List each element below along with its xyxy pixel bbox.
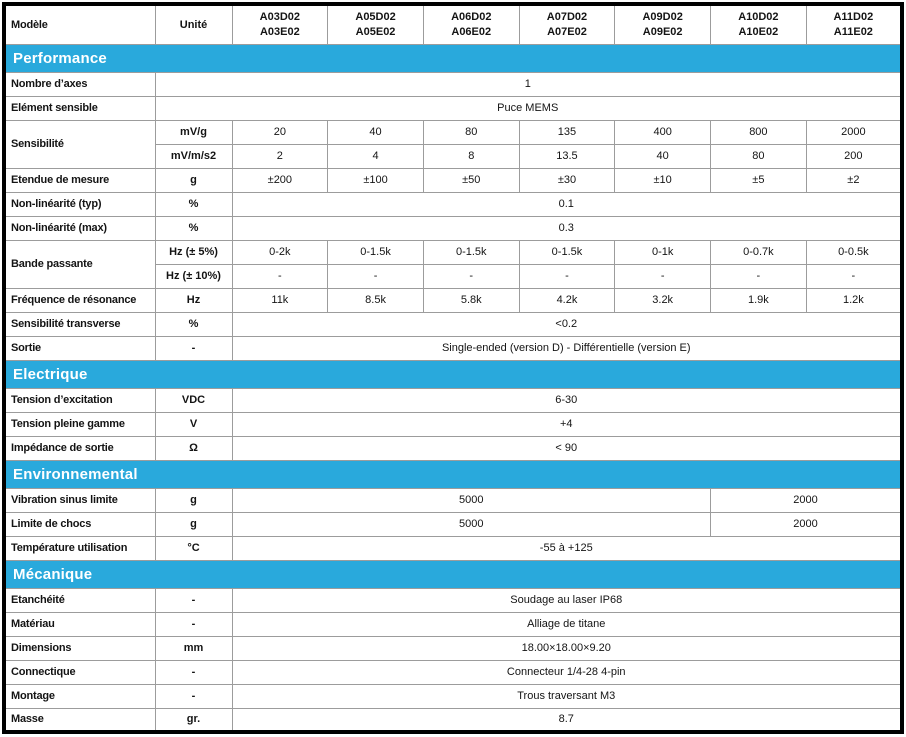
spec-value: ±30 [519, 168, 615, 192]
spec-value: 2000 [711, 488, 902, 512]
model-code-line: A06E02 [451, 25, 492, 38]
spec-row-bande-5pct [4, 240, 902, 264]
spec-unit: % [155, 312, 232, 336]
spec-value: 135 [519, 120, 615, 144]
spec-row-axes [4, 72, 902, 96]
spec-unit: V [155, 412, 232, 436]
spec-row-pleine-gamme [4, 412, 902, 436]
spec-value: +4 [232, 412, 902, 436]
spec-row-temperature [4, 536, 902, 560]
spec-value: 3.2k [615, 288, 711, 312]
spec-value: 0.3 [232, 216, 902, 240]
spec-row-chocs [4, 512, 902, 536]
model-code-line: A10D02 [738, 11, 779, 24]
spec-row-montage [4, 684, 902, 708]
spec-label: Sensibilité transverse [4, 312, 155, 336]
model-header [328, 4, 424, 44]
spec-value: 0.1 [232, 192, 902, 216]
spec-value: ±50 [423, 168, 519, 192]
model-header [615, 4, 711, 44]
spec-row-dimensions [4, 636, 902, 660]
spec-unit: g [155, 512, 232, 536]
spec-label: Montage [4, 684, 155, 708]
section-row [4, 460, 902, 488]
model-code-line: A11E02 [833, 25, 873, 38]
spec-value: ±200 [232, 168, 328, 192]
model-code-line: A07D02 [546, 11, 588, 24]
spec-value: 400 [615, 120, 711, 144]
spec-value: Soudage au laser IP68 [232, 588, 902, 612]
model-header [423, 4, 519, 44]
spec-value: 2000 [806, 120, 902, 144]
spec-unit: - [155, 336, 232, 360]
model-code-line: A09D02 [642, 11, 683, 24]
spec-row-element [4, 96, 902, 120]
spec-unit: - [155, 660, 232, 684]
model-code-line: A03E02 [259, 25, 300, 38]
spec-row-etendue [4, 168, 902, 192]
spec-value: 1 [155, 72, 902, 96]
section-header-performance: Performance [4, 44, 902, 72]
spec-value: 11k [232, 288, 328, 312]
spec-label: Limite de chocs [4, 512, 155, 536]
model-code-line: A06D02 [451, 11, 492, 24]
spec-value: 13.5 [519, 144, 615, 168]
spec-value: 1.2k [806, 288, 902, 312]
spec-value: Trous traversant M3 [232, 684, 902, 708]
spec-unit: mm [155, 636, 232, 660]
spec-unit: VDC [155, 388, 232, 412]
col-header-model: Modèle [4, 4, 155, 44]
spec-unit: mV/g [155, 120, 232, 144]
spec-value: 20 [232, 120, 328, 144]
spec-unit: Hz (± 5%) [155, 240, 232, 264]
spec-label: Matériau [4, 612, 155, 636]
model-code-line: A07E02 [547, 25, 587, 38]
spec-unit: - [155, 684, 232, 708]
spec-value: 80 [711, 144, 807, 168]
model-code-line: A10E02 [738, 25, 779, 38]
spec-label: Connectique [4, 660, 155, 684]
spec-label: Nombre d’axes [4, 72, 155, 96]
spec-label: Non-linéarité (max) [4, 216, 155, 240]
section-header-environnemental: Environnemental [4, 460, 902, 488]
spec-value: 18.00×18.00×9.20 [232, 636, 902, 660]
model-header [232, 4, 328, 44]
model-code-line: A05D02 [355, 11, 396, 24]
spec-value: 800 [711, 120, 807, 144]
spec-value: 40 [615, 144, 711, 168]
spec-value: 8.5k [328, 288, 424, 312]
spec-label: Etendue de mesure [4, 168, 155, 192]
spec-value: 0-1.5k [328, 240, 424, 264]
spec-unit: °C [155, 536, 232, 560]
spec-row-nl-max [4, 216, 902, 240]
spec-label: Non-linéarité (typ) [4, 192, 155, 216]
spec-value: 1.9k [711, 288, 807, 312]
section-row [4, 360, 902, 388]
spec-value: Puce MEMS [155, 96, 902, 120]
spec-value: ±2 [806, 168, 902, 192]
spec-value: - [519, 264, 615, 288]
spec-row-sortie [4, 336, 902, 360]
spec-unit: g [155, 488, 232, 512]
spec-value: 8 [423, 144, 519, 168]
spec-value: 0-1.5k [423, 240, 519, 264]
spec-row-nl-typ [4, 192, 902, 216]
spec-unit: - [155, 588, 232, 612]
spec-label: Tension d’excitation [4, 388, 155, 412]
spec-value: 40 [328, 120, 424, 144]
section-row [4, 560, 902, 588]
spec-value: ±10 [615, 168, 711, 192]
spec-value: ±5 [711, 168, 807, 192]
spec-value: Connecteur 1/4-28 4-pin [232, 660, 902, 684]
spec-value: Single-ended (version D) - Différentielle (version E) [232, 336, 902, 360]
spec-label: Fréquence de résonance [4, 288, 155, 312]
model-code-line: A03D02 [259, 11, 301, 24]
spec-value: 4.2k [519, 288, 615, 312]
spec-value: 0-1.5k [519, 240, 615, 264]
spec-row-materiau [4, 612, 902, 636]
spec-value: - [232, 264, 328, 288]
spec-row-connectique [4, 660, 902, 684]
spec-label: Tension pleine gamme [4, 412, 155, 436]
spec-row-impedance [4, 436, 902, 460]
section-header-mecanique: Mécanique [4, 560, 902, 588]
section-row [4, 44, 902, 72]
spec-unit: Ω [155, 436, 232, 460]
spec-unit: Hz (± 10%) [155, 264, 232, 288]
spec-value: -55 à +125 [232, 536, 902, 560]
spec-value: 4 [328, 144, 424, 168]
spec-value: < 90 [232, 436, 902, 460]
spec-label: Masse [4, 708, 155, 732]
model-header [711, 4, 807, 44]
spec-row-masse [4, 708, 902, 732]
spec-value: Alliage de titane [232, 612, 902, 636]
spec-value: ±100 [328, 168, 424, 192]
spec-value: 5.8k [423, 288, 519, 312]
spec-unit: % [155, 192, 232, 216]
model-header [519, 4, 615, 44]
model-header [806, 4, 902, 44]
spec-row-freq-resonance [4, 288, 902, 312]
spec-unit: g [155, 168, 232, 192]
spec-label: Sortie [4, 336, 155, 360]
spec-label: Vibration sinus limite [4, 488, 155, 512]
spec-value: 0-2k [232, 240, 328, 264]
spec-value: - [711, 264, 807, 288]
spec-unit: Hz [155, 288, 232, 312]
spec-unit: gr. [155, 708, 232, 732]
model-code-line: A11D02 [833, 11, 874, 24]
spec-unit: - [155, 612, 232, 636]
spec-value: 0-0.5k [806, 240, 902, 264]
spec-unit: % [155, 216, 232, 240]
spec-label: Elément sensible [4, 96, 155, 120]
spec-value: 200 [806, 144, 902, 168]
spec-value: 5000 [232, 512, 711, 536]
spec-label: Etanchéité [4, 588, 155, 612]
col-header-unit: Unité [155, 4, 232, 44]
spec-row-transverse [4, 312, 902, 336]
spec-row-etancheite [4, 588, 902, 612]
spec-value: - [806, 264, 902, 288]
spec-value: 80 [423, 120, 519, 144]
spec-label: Impédance de sortie [4, 436, 155, 460]
spec-table [2, 2, 904, 734]
spec-value: - [615, 264, 711, 288]
spec-label: Dimensions [4, 636, 155, 660]
spec-row-vibration [4, 488, 902, 512]
spec-value: 6-30 [232, 388, 902, 412]
spec-value: 0-1k [615, 240, 711, 264]
spec-value: 2000 [711, 512, 902, 536]
spec-label: Sensibilité [4, 120, 155, 168]
spec-value: - [423, 264, 519, 288]
spec-value: 0-0.7k [711, 240, 807, 264]
spec-value: 8.7 [232, 708, 902, 732]
spec-label: Bande passante [4, 240, 155, 288]
spec-value: <0.2 [232, 312, 902, 336]
spec-value: 5000 [232, 488, 711, 512]
spec-value: - [328, 264, 424, 288]
spec-row-excitation [4, 388, 902, 412]
section-header-electrique: Electrique [4, 360, 902, 388]
spec-label: Température utilisation [4, 536, 155, 560]
header-row [4, 4, 902, 44]
spec-row-sensibilite-mvg [4, 120, 902, 144]
spec-unit: mV/m/s2 [155, 144, 232, 168]
spec-value: 2 [232, 144, 328, 168]
model-code-line: A05E02 [355, 25, 396, 38]
model-code-line: A09E02 [642, 25, 683, 38]
